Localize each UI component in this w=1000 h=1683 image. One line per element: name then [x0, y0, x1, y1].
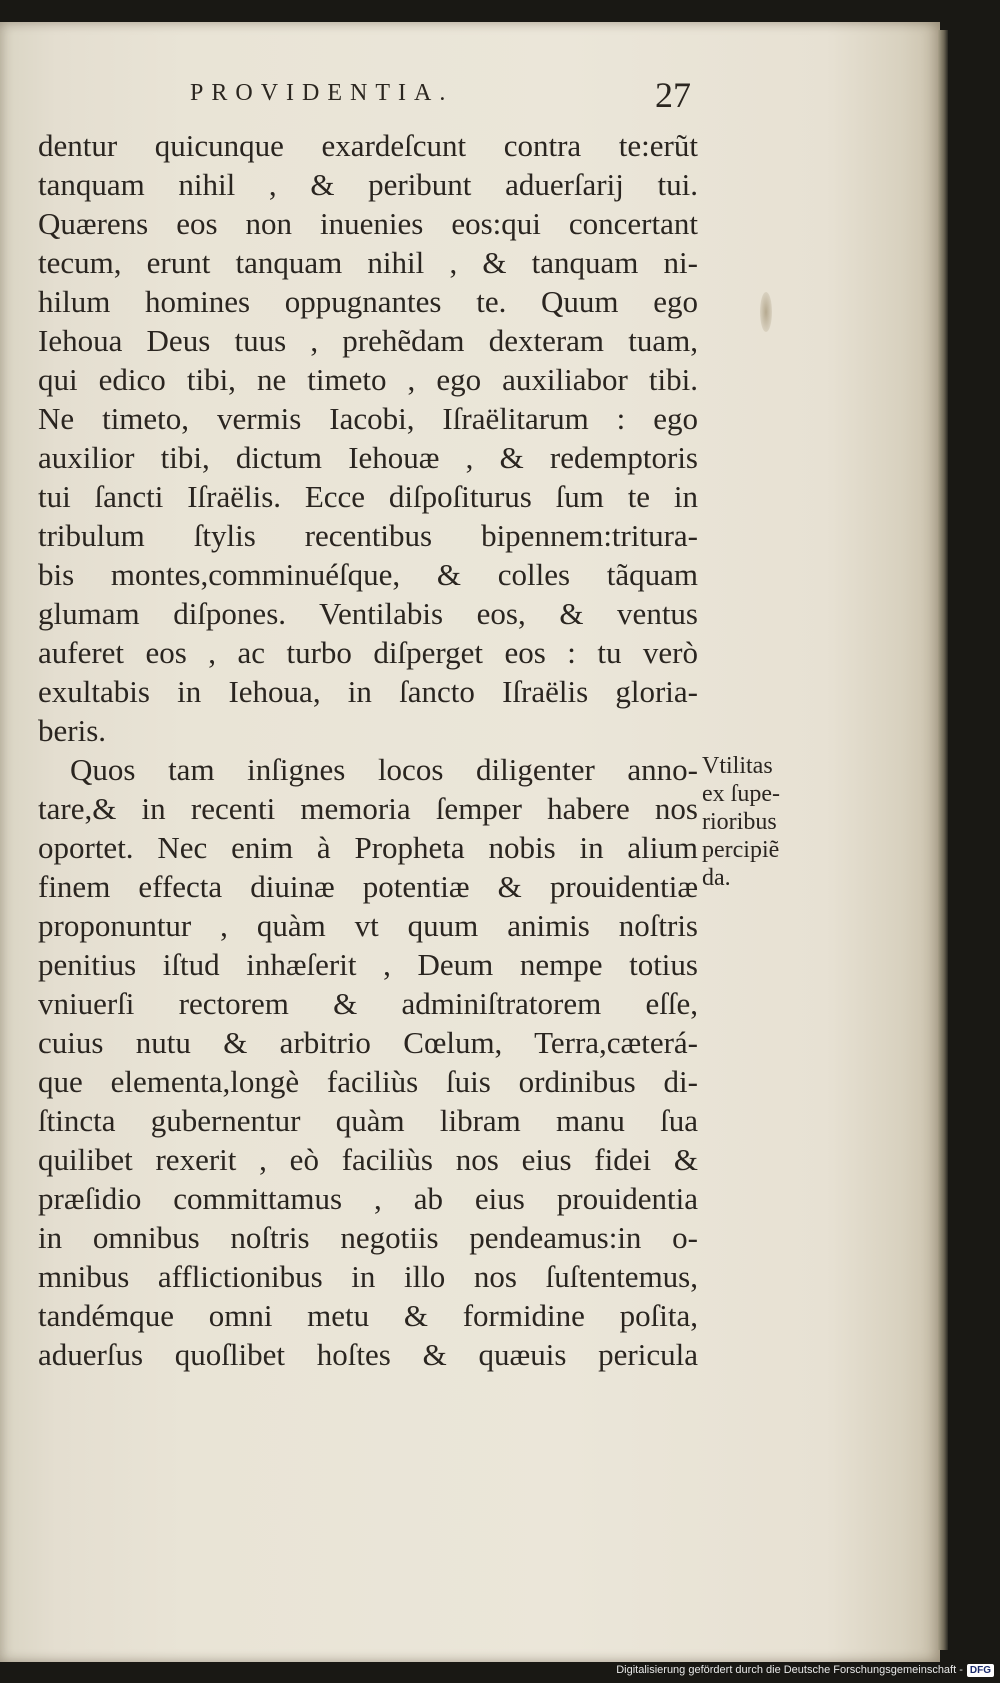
text-line: proponuntur , quàm vt quum animis noſtris [38, 908, 698, 943]
digitization-credit: Digitalisierung gefördert durch die Deutsche Forschungsgemeinschaft - [616, 1664, 963, 1676]
text-line: dentur quicunque exardeſcunt contra te:erũt [38, 128, 698, 163]
marginal-note-line: Vtilitas [702, 753, 773, 779]
text-line: ſtincta gubernentur quàm libram manu ſua [38, 1103, 698, 1138]
text-line: penitius iſtud inhæſerit , Deum nempe totius [38, 947, 698, 982]
text-line: vniuerſi rectorem & adminiſtratorem eſſe, [38, 986, 698, 1021]
running-title: PROVIDENTIA. [190, 80, 454, 106]
page-number: 27 [655, 75, 691, 115]
text-line: glumam diſpones. Ventilabis eos, & ventus [38, 596, 698, 631]
text-line: finem effecta diuinæ potentiæ & prouidentiæ [38, 869, 698, 904]
ink-stain [760, 292, 772, 332]
text-line: in omnibus noſtris negotiis pendeamus:in o- [38, 1220, 698, 1255]
text-line: Quærens eos non inuenies eos:qui concertant [38, 206, 698, 241]
text-line: beris. [38, 713, 107, 748]
text-line: hilum homines oppugnantes te. Quum ego [38, 284, 698, 319]
text-line: cuius nutu & arbitrio Cœlum, Terra,cæterá- [38, 1025, 698, 1060]
page-header [190, 75, 691, 120]
text-line: bis montes,comminuéſque, & colles tãquam [38, 557, 698, 592]
text-line: Iehoua Deus tuus , prehẽdam dexteram tuam, [38, 323, 698, 358]
paragraph-2 [38, 750, 698, 1374]
text-line: auxilior tibi, dictum Iehouæ , & redemptoris [38, 440, 698, 475]
marginal-note-line: rioribus [702, 809, 777, 835]
digitization-footer [616, 1661, 994, 1679]
body-text [38, 126, 698, 1374]
text-line: Quos tam inſignes locos diligenter anno- [70, 752, 698, 787]
text-line: auferet eos , ac turbo diſperget eos : tu verò [38, 635, 698, 670]
marginal-note [702, 752, 822, 892]
text-line: oportet. Nec enim à Propheta nobis in alium [38, 830, 698, 865]
text-line: tanquam nihil , & peribunt aduerſarij tui. [38, 167, 698, 202]
marginal-note-line: ex ſupe- [702, 781, 780, 807]
text-line: præſidio committamus , ab eius prouidentia [38, 1181, 698, 1216]
text-line: exultabis in Iehoua, in ſancto Iſraëlis gloria- [38, 674, 698, 709]
marginal-note-line: percipiẽ [702, 837, 780, 863]
page-edge [938, 30, 948, 1650]
text-line: mnibus afflictionibus in illo nos ſuſtentemus, [38, 1259, 698, 1294]
text-line: tribulum ſtylis recentibus bipennem:tritura- [38, 518, 698, 553]
text-line: Ne timeto, vermis Iacobi, Iſraëlitarum : ego [38, 401, 698, 436]
text-line: tui ſancti Iſraëlis. Ecce diſpoſiturus ſum te in [38, 479, 698, 514]
text-line: qui edico tibi, ne timeto , ego auxiliabor tibi. [38, 362, 698, 397]
text-line: tare,& in recenti memoria ſemper habere nos [38, 791, 698, 826]
text-line: aduerſus quoſlibet hoſtes & quæuis pericula [38, 1337, 698, 1372]
text-line: tandémque omni metu & formidine poſita, [38, 1298, 698, 1333]
dfg-logo: DFG [967, 1664, 994, 1677]
text-line: quilibet rexerit , eò faciliùs nos eius fidei & [38, 1142, 698, 1177]
text-line: tecum, erunt tanquam nihil , & tanquam ni- [38, 245, 698, 280]
text-line: que elementa,longè faciliùs ſuis ordinibus di- [38, 1064, 698, 1099]
paragraph-1 [38, 126, 698, 750]
marginal-note-line: da. [702, 865, 731, 891]
